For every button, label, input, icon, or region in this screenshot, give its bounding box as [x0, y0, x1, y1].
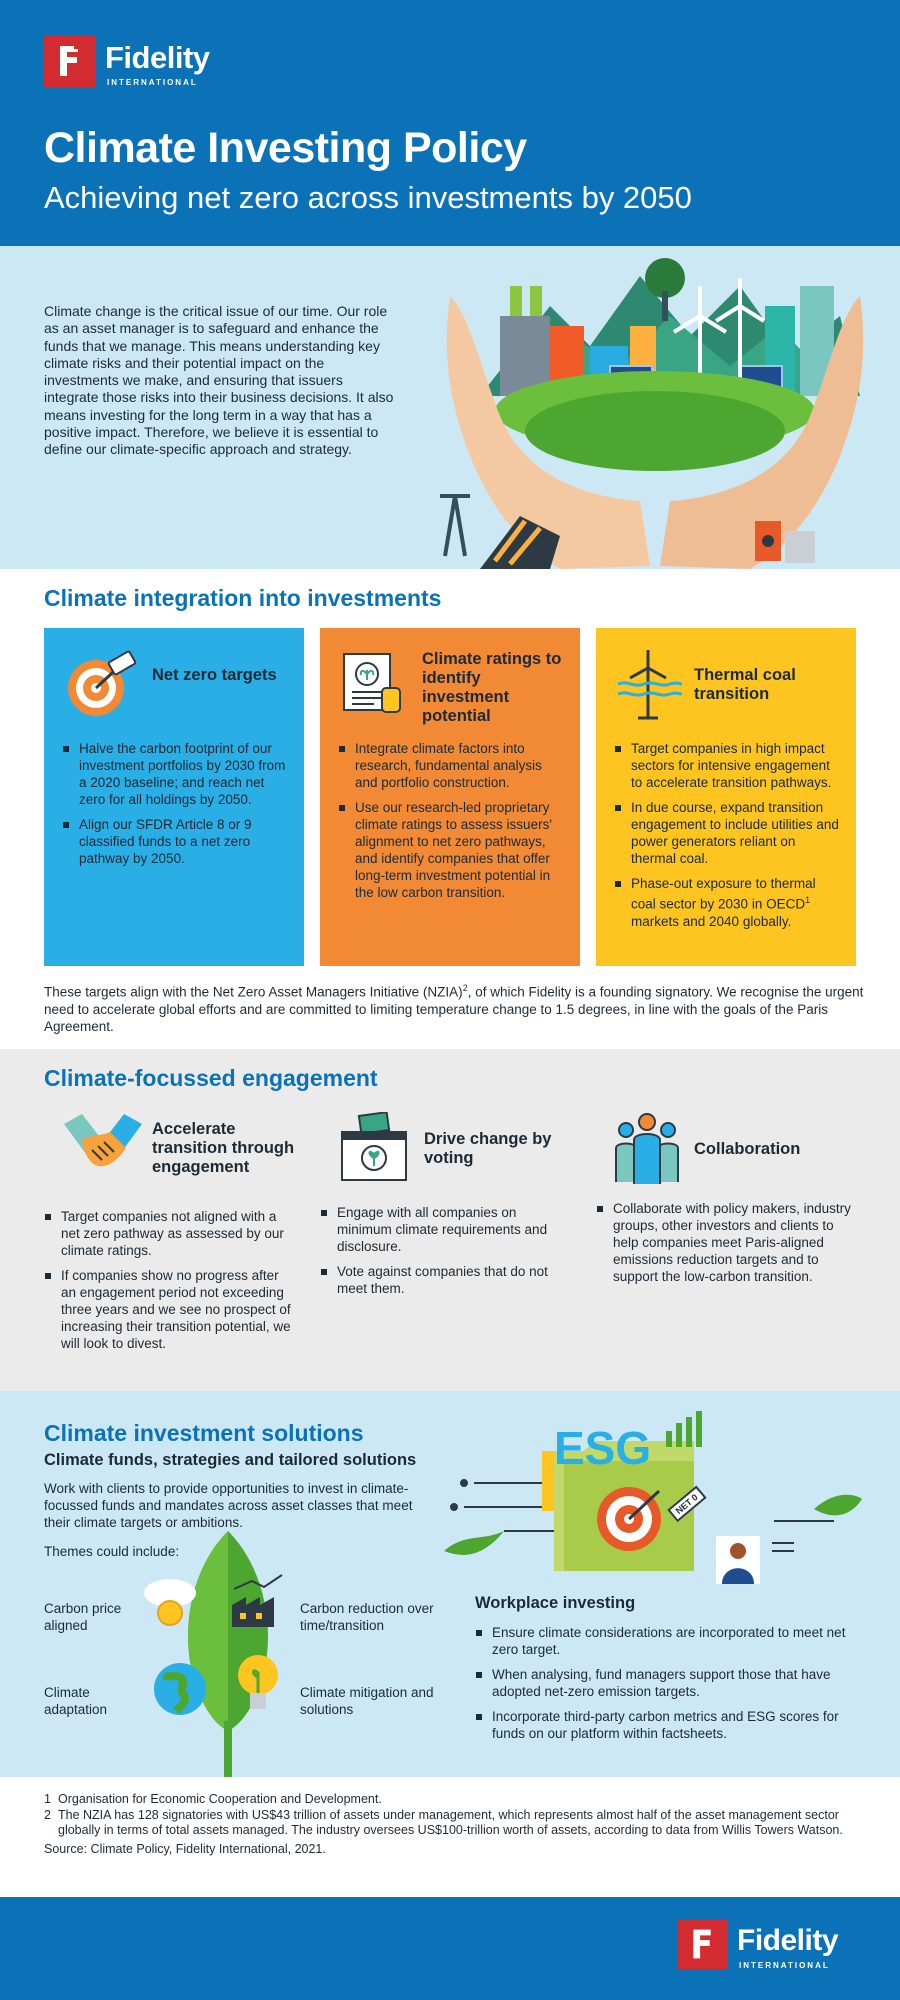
card-bullets: [338, 740, 564, 909]
engagement-bullet: Vote against companies that do not meet them.: [320, 1263, 560, 1297]
card-bullet: Align our SFDR Article 8 or 9 classified funds to a net zero pathway by 2050.: [62, 816, 288, 867]
source-note: Source: Climate Policy, Fidelity International, 2021.: [44, 1841, 326, 1856]
solutions-title: Climate investment solutions: [44, 1420, 364, 1446]
net-zero-tag: NET 0: [667, 1486, 706, 1522]
card-title: Net zero targets: [152, 666, 277, 684]
card-bullet: Halve the carbon footprint of our investment portfolios by 2030 from a 2020 baseline; and reach net zero for all holdings by 2050.: [62, 740, 288, 808]
footer-fidelity-logo-icon: [678, 1919, 728, 1969]
card-climate-ratings: [320, 628, 580, 966]
engagement-bullet: Target companies not aligned with a net zero pathway as assessed by our climate ratings.: [44, 1208, 296, 1259]
cloud-coin-icon: [140, 1571, 200, 1631]
workplace-bullet: Incorporate third-party carbon metrics and ESG scores for funds on our platform within factsheets.: [475, 1708, 855, 1742]
page-title: Climate Investing Policy: [44, 124, 527, 172]
lightbulb-icon: [236, 1653, 280, 1717]
engagement-column-title: Collaboration: [694, 1140, 801, 1158]
esg-label: ESG: [554, 1422, 652, 1474]
card-thermal-coal: [596, 628, 856, 966]
people-group-icon: [612, 1112, 682, 1188]
engagement-bullets: [320, 1204, 560, 1305]
card-title: Climate ratings to identify investment potential: [422, 650, 562, 725]
theme-item: Carbon price aligned: [44, 1601, 122, 1633]
engagement-bullets: [44, 1208, 296, 1360]
footnote: 2 The NZIA has 128 signatories with US$43 trillion of assets under management, which represents almost half of the asset management sector globally in terms of total assets managed. The industry oversees US$100-trillion worth of assets, according to data from Willis Towers Watson.: [44, 1807, 843, 1837]
solutions-subtitle: Climate funds, strategies and tailored solutions: [44, 1451, 417, 1469]
logo-subtitle: INTERNATIONAL: [107, 78, 198, 87]
esg-folder-icon: [444, 1411, 864, 1586]
ratings-document-icon: [338, 648, 408, 720]
integration-title: Climate integration into investments: [44, 585, 442, 611]
engagement-bullet: Engage with all companies on minimum climate requirements and disclosure.: [320, 1204, 560, 1255]
workplace-bullets: [475, 1624, 855, 1750]
workplace-bullet: Ensure climate considerations are incorporated to meet net zero target.: [475, 1624, 855, 1658]
intro-text: Climate change is the critical issue of our time. Our role as an asset manager is to safeguard and enhance the funds that we manage. This means understanding key climate risks and their potential impact on the investments we make, and ensuring that issuers integrate those risks into their business decisions. It also means investing for the long term in a way that has a positive impact. Therefore, we believe it is essential to define our climate-specific approach and strategy.: [44, 303, 394, 458]
page-subtitle: Achieving net zero across investments by 2050: [44, 180, 692, 215]
theme-item: Carbon reduction over time/transition: [300, 1601, 434, 1633]
intro-section: [0, 246, 900, 569]
engagement-bullet: If companies show no progress after an engagement period not exceeding three years and we see no prospect of increasing their transition potential, we will look to divest.: [44, 1267, 296, 1352]
theme-item: Climate mitigation and solutions: [300, 1685, 434, 1717]
card-bullet: Integrate climate factors into research, fundamental analysis and portfolio construction.: [338, 740, 564, 791]
card-bullet: Phase-out exposure to thermal coal sector by 2030 in OECD$^1$ markets and 2040 globally.: [614, 875, 840, 930]
card-bullets: [62, 740, 288, 875]
workplace-bullet: When analysing, fund managers support those that have adopted net-zero emission targets.: [475, 1666, 855, 1700]
ballot-box-icon: [338, 1112, 410, 1184]
engagement-title: Climate-focussed engagement: [44, 1065, 378, 1091]
footnotes: [44, 1792, 864, 1857]
themes-label: Themes could include:: [44, 1544, 180, 1559]
engagement-column-title: Accelerate transition through engagement: [152, 1120, 295, 1176]
engagement-bullet: Collaborate with policy makers, industry groups, other investors and clients to help companies meet Paris-aligned emissions reduction targets and to support the low-carbon transition.: [596, 1200, 856, 1285]
alignment-text: These targets align with the Net Zero Asset Managers Initiative (NZIA)$^2$, of which Fidelity is a founding signatory. We recognise the urgent need to accelerate global efforts and are committed to limiting temperature change to 1.5 degrees, in line with the goals of the Paris Agreement.: [44, 983, 864, 1034]
factory-chart-icon: [228, 1571, 288, 1631]
target-net-zero-icon: [62, 650, 138, 720]
card-net-zero: [44, 628, 304, 966]
globe-icon: [150, 1659, 210, 1719]
card-bullets: [614, 740, 840, 938]
hands-holding-green-city-icon: [440, 246, 900, 569]
solutions-text: Work with clients to provide opportunities to invest in climate-focussed funds and mandates across asset classes that meet their climate targets or ambitions.: [44, 1481, 413, 1530]
handshake-icon: [62, 1110, 144, 1182]
engagement-column-title: Drive change by voting: [424, 1130, 552, 1167]
footer-logo-subtitle: INTERNATIONAL: [739, 1961, 830, 1970]
wind-turbine-icon: [610, 648, 686, 720]
footer-logo-wordmark: Fidelity: [737, 1924, 839, 1957]
engagement-bullets: [596, 1200, 856, 1293]
card-title: Thermal coal transition: [694, 666, 796, 703]
card-bullet: Target companies in high impact sectors for intensive engagement to accelerate transition pathways.: [614, 740, 840, 791]
card-bullet: Use our research-led proprietary climate ratings to assess issuers' alignment to net zero pathways, and identify companies that offer long-term investment potential in the low carbon transition.: [338, 799, 564, 901]
fidelity-logo-icon: [44, 35, 96, 87]
theme-item: Climate adaptation: [44, 1685, 108, 1717]
logo-wordmark: Fidelity: [105, 40, 210, 75]
card-bullet: In due course, expand transition engagement to include utilities and power generators reliant on thermal coal.: [614, 799, 840, 867]
workplace-title: Workplace investing: [475, 1594, 636, 1612]
footnote: 1 Organisation for Economic Cooperation and Development.: [44, 1792, 382, 1806]
